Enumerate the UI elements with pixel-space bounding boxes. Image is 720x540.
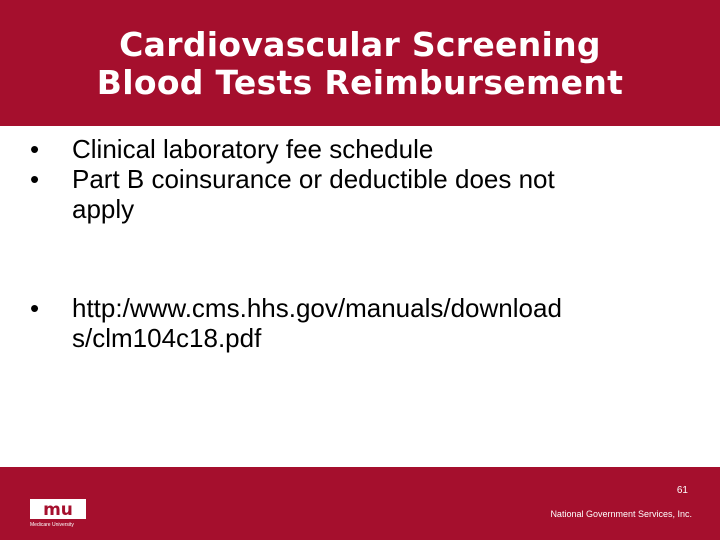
bullet-marker: •	[30, 134, 40, 164]
bullet-marker: •	[30, 293, 40, 323]
spacer	[30, 224, 690, 293]
logo-caption: Medicare University	[30, 522, 74, 527]
page-number: 61	[676, 485, 688, 496]
bullet-text: Part B coinsurance or deductible does not	[72, 164, 555, 194]
bullet-item	[30, 134, 690, 164]
bullet-link-text: http:/www.cms.hhs.gov/manuals/download	[72, 293, 562, 323]
slide-title	[0, 26, 720, 102]
bullet-item	[30, 164, 690, 224]
bullet-link-text-continued: s/clm104c18.pdf	[72, 323, 262, 353]
slide-footer	[0, 467, 720, 540]
bullet-text: Clinical laboratory fee schedule	[72, 134, 434, 164]
bullet-marker: •	[30, 164, 40, 194]
bullet-list	[30, 134, 690, 353]
title-line-2: Blood Tests Reimbursement	[96, 63, 624, 102]
bullet-item	[30, 293, 690, 353]
bullet-text-continued: apply	[72, 194, 135, 224]
medicare-university-logo	[30, 499, 86, 527]
logo-text: mu	[43, 500, 73, 520]
company-name: National Government Services, Inc.	[550, 509, 692, 519]
title-line-1: Cardiovascular Screening	[119, 25, 601, 64]
slide-header	[0, 0, 720, 126]
